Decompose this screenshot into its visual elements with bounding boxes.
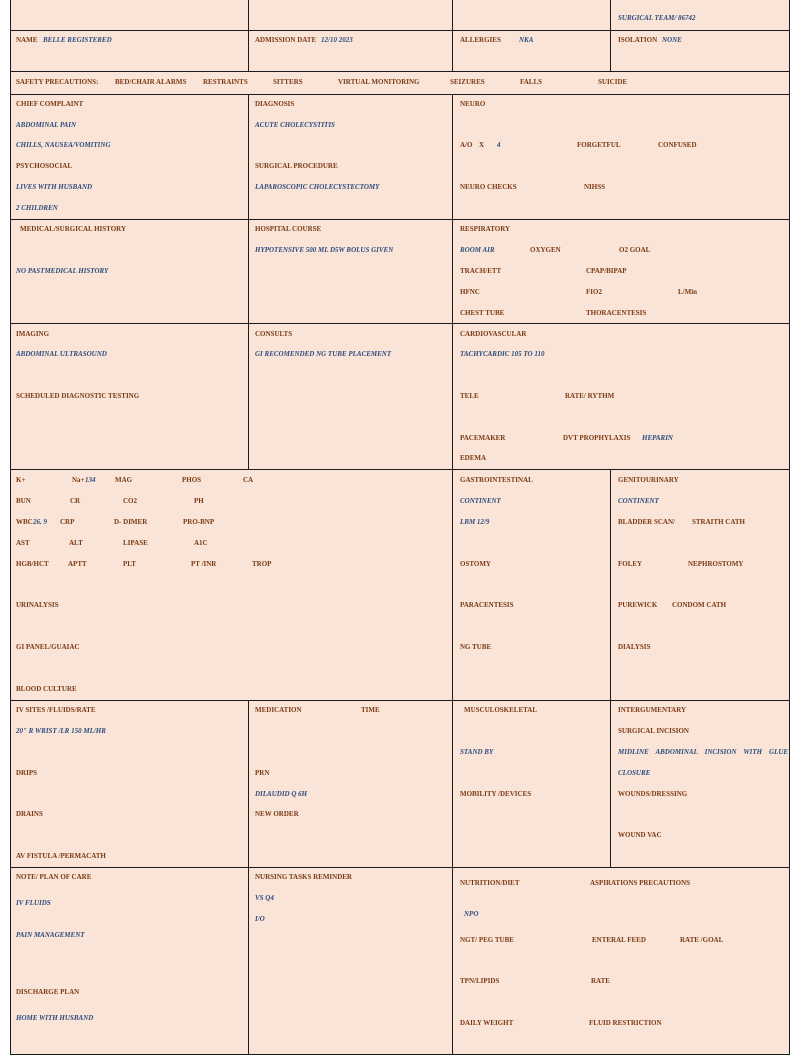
lab-na-value: 134 (85, 476, 96, 484)
surgical-incision-label: SURGICAL INCISION (618, 727, 689, 735)
respiratory-label: RESPIRATORY (460, 225, 511, 233)
incision-value: CLOSURE (618, 769, 651, 777)
grid-line (10, 71, 790, 72)
edema-label: EDEMA (460, 454, 487, 462)
medication-label: MEDICATION (255, 706, 302, 714)
urinalysis-label: URINALYSIS (16, 601, 59, 609)
av-fistula-label: AV FISTULA /PERMACATH (16, 852, 106, 860)
pacemaker-label: PACEMAKER (460, 434, 506, 442)
safety-bed-alarms: BED/CHAIR ALARMS (115, 78, 187, 86)
lab-bun: BUN (16, 497, 31, 505)
thoracentesis-label: THORACENTESIS (586, 309, 647, 317)
psychosocial-value: 2 CHILDREN (16, 204, 58, 212)
paracentesis-label: PARACENTESIS (460, 601, 514, 609)
blood-culture-label: BLOOD CULTURE (16, 685, 77, 693)
new-order-label: NEW ORDER (255, 810, 299, 818)
tpn-label: TPN/LIPIDS (460, 977, 500, 985)
discharge-plan-label: DISCHARGE PLAN (16, 988, 80, 996)
chest-tube-label: CHEST TUBE (460, 309, 505, 317)
lab-wbc: WBC (16, 518, 33, 526)
plan-of-care-label: NOTE/ PLAN OF CARE (16, 873, 92, 881)
diagnosis-label: DIAGNOSIS (255, 100, 295, 108)
lab-probnp: PRO-BNP (183, 518, 215, 526)
scheduled-testing-label: SCHEDULED DIAGNOSTIC TESTING (16, 392, 140, 400)
grid-line (10, 469, 790, 470)
musculoskeletal-value: STAND BY (460, 748, 494, 756)
safety-sitters: SITTERS (273, 78, 303, 86)
gu-label: GENITOURINARY (618, 476, 679, 484)
ao-label: A/O (460, 141, 473, 149)
lab-na: Na+ (72, 476, 85, 484)
incision-value: MIDLINE ABDOMINAL INCISION WITH GLUE (618, 748, 789, 756)
safety-restraints: RESTRAINTS (203, 78, 248, 86)
name-label: NAME (16, 36, 38, 44)
imaging-value: ABDOMINAL ULTRASOUND (16, 350, 107, 358)
nursing-task-value: I/O (255, 915, 265, 923)
dvt-label: DVT PROPHYLAXIS (563, 434, 631, 442)
oxygen-label: OXYGEN (530, 246, 561, 254)
gi-panel-label: GI PANEL/GUAIAC (16, 643, 80, 651)
lab-cr: CR (70, 497, 81, 505)
wound-vac-label: WOUND VAC (618, 831, 662, 839)
ngt-peg-label: NGT/ PEG TUBE (460, 936, 514, 944)
grid-line (610, 0, 611, 71)
surgical-team: SURGICAL TEAM/ 86742 (618, 14, 696, 22)
isolation-label: ISOLATION (618, 36, 658, 44)
safety-label: SAFETY PRECAUTIONS: (16, 78, 99, 86)
safety-seizures: SEIZURES (450, 78, 485, 86)
lab-alt: ALT (69, 539, 83, 547)
nihss-label: NIHSS (584, 183, 606, 191)
lmin-label: L/Min (678, 288, 698, 296)
grid-line (10, 219, 790, 220)
lab-trop: TROP (252, 560, 272, 568)
hospital-course-value: HYPOTENSIVE 500 ML D5W BOLUS GIVEN (255, 246, 394, 254)
iv-label: IV SITES /FLUIDS/RATE (16, 706, 96, 714)
tele-label: TELE (460, 392, 479, 400)
fio2-label: FIO2 (586, 288, 602, 296)
integumentary-label: INTERGUMENTARY (618, 706, 687, 714)
psychosocial-value: LIVES WITH HUSBAND (16, 183, 93, 191)
room-air-value: ROOM AIR (460, 246, 495, 254)
lab-a1c: A1C (194, 539, 208, 547)
forgetful-label: FORGETFUL (577, 141, 621, 149)
grid-line (248, 700, 249, 1055)
allergies-label: ALLERGIES (460, 36, 501, 44)
dialysis-label: DIALYSIS (618, 643, 651, 651)
grid-line (248, 94, 249, 469)
foley-label: FOLEY (618, 560, 643, 568)
name-value: BELLE REGISTERED (43, 36, 112, 44)
bladder-scan-label: BLADDER SCAN/ (618, 518, 675, 526)
gu-continent-value: CONTINENT (618, 497, 659, 505)
lab-wbc-value: 26. 9 (33, 518, 47, 526)
o2-goal-label: O2 GOAL (619, 246, 651, 254)
safety-suicide: SUICIDE (598, 78, 628, 86)
lab-plt: PLT (123, 560, 136, 568)
cpap-label: CPAP/BIPAP (586, 267, 627, 275)
mobility-label: MOBILITY /DEVICES (460, 790, 532, 798)
plan-of-care-value: PAIN MANAGEMENT (16, 931, 85, 939)
lbm-value: LBM 12/9 (460, 518, 490, 526)
musculoskeletal-label: MUSCULOSKELETAL (464, 706, 537, 714)
lab-phos: PHOS (182, 476, 202, 484)
discharge-plan-value: HOME WITH HUSBAND (16, 1014, 94, 1022)
grid-line (248, 0, 249, 71)
lab-ph: PH (194, 497, 204, 505)
lab-ast: AST (16, 539, 30, 547)
imaging-label: IMAGING (16, 330, 50, 338)
grid-line (452, 0, 453, 71)
rate-goal-label: RATE /GOAL (680, 936, 724, 944)
condom-cath-label: CONDOM CATH (672, 601, 727, 609)
trach-label: TRACH/ETT (460, 267, 502, 275)
daily-weight-label: DAILY WEIGHT (460, 1019, 514, 1027)
gi-continent-value: CONTINENT (460, 497, 501, 505)
chief-complaint-value: CHILLS, NAUSEA/VOMITING (16, 141, 111, 149)
lab-mag: MAG (115, 476, 133, 484)
history-label: MEDICAL/SURGICAL HISTORY (20, 225, 127, 233)
consults-label: CONSULTS (255, 330, 293, 338)
grid-line (10, 30, 790, 31)
surgical-procedure-value: LAPAROSCOPIC CHOLECYSTECTOMY (255, 183, 380, 191)
prn-label: PRN (255, 769, 270, 777)
hospital-course-label: HOSPITAL COURSE (255, 225, 322, 233)
confused-label: CONFUSED (658, 141, 697, 149)
admission-label: ADMISSION DATE (255, 36, 317, 44)
grid-line (10, 0, 11, 1055)
grid-line (452, 94, 453, 1055)
neuro-checks-label: NEURO CHECKS (460, 183, 517, 191)
purewick-label: PUREWICK (618, 601, 658, 609)
admission-value: 12/10 2023 (321, 36, 353, 44)
drips-label: DRIPS (16, 769, 38, 777)
diagnosis-value: ACUTE CHOLECYSTITIS (255, 121, 335, 129)
safety-falls: FALLS (520, 78, 543, 86)
grid-line (10, 94, 790, 95)
grid-line (610, 469, 611, 867)
enteral-feed-label: ENTERAL FEED (592, 936, 646, 944)
iv-value: 20" R WRIST /LR 150 ML/HR (16, 727, 106, 735)
hfnc-label: HFNC (460, 288, 480, 296)
straith-cath-label: STRAITH CATH (692, 518, 745, 526)
nursing-tasks-label: NURSING TASKS REMINDER (255, 873, 352, 881)
history-value: NO PASTMEDICAL HISTORY (16, 267, 109, 275)
nursing-task-value: VS Q4 (255, 894, 274, 902)
tpn-rate-label: RATE (591, 977, 610, 985)
report-sheet (10, 0, 789, 1055)
neuro-label: NEURO (460, 100, 486, 108)
lab-k: K+ (16, 476, 26, 484)
grid-line (10, 323, 790, 324)
lab-hgb: HGB/HCT (16, 560, 49, 568)
rate-rhythm-label: RATE/ RYTHM (565, 392, 615, 400)
cardiovascular-label: CARDIOVASCULAR (460, 330, 527, 338)
lab-lipase: LIPASE (123, 539, 148, 547)
ostomy-label: OSTOMY (460, 560, 491, 568)
plan-of-care-value: IV FLUIDS (16, 899, 51, 907)
ao-x: X (479, 141, 485, 149)
safety-virtual-monitoring: VIRTUAL MONITORING (338, 78, 420, 86)
nephrostomy-label: NEPHROSTOMY (688, 560, 744, 568)
allergies-value: NKA (519, 36, 534, 44)
chief-complaint-label: CHIEF COMPLAINT (16, 100, 84, 108)
nutrition-label: NUTRITION/DIET (460, 879, 520, 887)
drains-label: DRAINS (16, 810, 43, 818)
aspiration-precautions-label: ASPIRATIONS PRECAUTIONS (590, 879, 691, 887)
grid-line (789, 0, 790, 1055)
time-label: TIME (361, 706, 380, 714)
lab-aptt: APTT (68, 560, 87, 568)
consults-value: GI RECOMENDED NG TUBE PLACEMENT (255, 350, 392, 358)
lab-ptinr: PT /INR (191, 560, 217, 568)
psychosocial-label: PSYCHOSOCIAL (16, 162, 73, 170)
grid-line (10, 867, 790, 868)
isolation-value: NONE (662, 36, 682, 44)
lab-ddimer: D- DIMER (114, 518, 148, 526)
gi-label: GASTROINTESTINAL (460, 476, 533, 484)
grid-line (10, 700, 790, 701)
lab-crp: CRP (60, 518, 75, 526)
prn-value: DILAUDID Q 6H (255, 790, 308, 798)
cardiovascular-value: TACHYCARDIC 105 TO 110 (460, 350, 545, 358)
fluid-restriction-label: FLUID RESTRICTION (589, 1019, 662, 1027)
grid-line (10, 1054, 790, 1055)
ng-tube-label: NG TUBE (460, 643, 492, 651)
ao-value: 4 (497, 141, 501, 149)
wounds-label: WOUNDS/DRESSING (618, 790, 688, 798)
nutrition-value: NPO (464, 910, 479, 918)
chief-complaint-value: ABDOMINAL PAIN (16, 121, 77, 129)
lab-co2: CO2 (123, 497, 137, 505)
surgical-procedure-label: SURGICAL PROCEDURE (255, 162, 338, 170)
lab-ca: CA (243, 476, 254, 484)
dvt-value: HEPARIN (642, 434, 673, 442)
